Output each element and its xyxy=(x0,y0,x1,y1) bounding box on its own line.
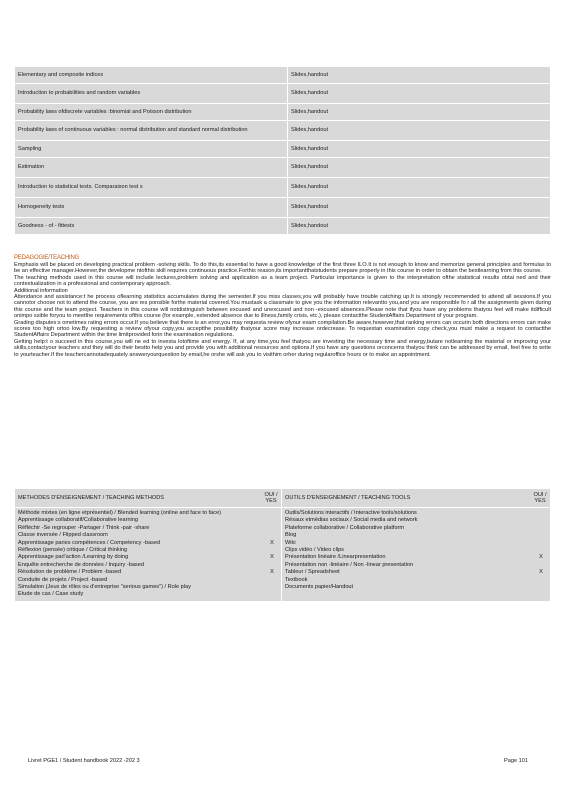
topic-row xyxy=(15,67,551,84)
pedagogy-paragraph: The teaching methods used in this course will include lectures,problem solving and application as a team project. Particular importance is given to the interpretation ofthe statistical results obtai ned and their contextualization in a professional and contemporary approach. xyxy=(14,274,551,288)
method-item-label: Simulation (Jeux de rôles ou d'entreprise "serious games") / Role play xyxy=(18,583,191,590)
resource-cell: Slides,handout xyxy=(288,178,551,198)
method-item xyxy=(18,577,278,583)
method-item-yes-mark xyxy=(266,591,278,597)
pedagogy-paragraph: Emphasis will be placed on developing practical problem -solving skills. To do this,its essential to have a good knowledge of the first three ILO.It is not enough to know and memorize general principles and formulas to be an effective manager.However,the developme ntofthis skill requires continuous practice.Forthis reason,its importantthatstudents prepare properly in this course in order to obtain the bestlearning from this course. xyxy=(14,262,551,275)
tool-item xyxy=(285,525,547,531)
methods-tools-table xyxy=(14,488,551,602)
tool-item xyxy=(285,562,547,568)
topic-row xyxy=(15,198,551,218)
tool-item-yes-mark: X xyxy=(539,569,543,576)
tool-item-label: Textbook xyxy=(285,576,308,583)
topic-cell: Probability laws ofdiscrete variables :binomial and Poisson distribution xyxy=(15,104,288,121)
method-item-yes-mark: X xyxy=(270,569,274,576)
tool-item xyxy=(285,577,547,583)
topic-cell: Sampling xyxy=(15,141,288,158)
method-item xyxy=(18,532,278,538)
tool-item-label: Présentation non -linéaire / Non -linear presentation xyxy=(285,561,414,568)
tool-item-yes-mark: X xyxy=(539,554,543,561)
method-item-yes-mark xyxy=(266,562,278,568)
tool-item-yes-mark xyxy=(535,517,547,523)
tools-list xyxy=(282,508,551,602)
topic-cell: Homogeneity tests xyxy=(15,198,288,218)
method-item-yes-mark xyxy=(266,547,278,553)
tool-item-label: Documents papier/Handout xyxy=(285,583,354,590)
tool-item-yes-mark xyxy=(535,510,547,516)
tool-item xyxy=(285,540,547,546)
topic-row xyxy=(15,218,551,235)
method-item xyxy=(18,562,278,568)
method-item-label: Enquête entrecherche de données / Inquiry -based xyxy=(18,561,144,568)
tool-item xyxy=(285,510,547,516)
method-item-label: Apprentissage paries compétences / Competency -based xyxy=(18,539,161,546)
resource-cell: Slides,handout xyxy=(288,104,551,121)
method-item-label: Classe inversée / Flipped classroom xyxy=(18,532,108,539)
resource-cell: Slides,handout xyxy=(288,158,551,178)
method-item-yes-mark xyxy=(266,532,278,538)
tool-item-yes-mark xyxy=(535,540,547,546)
tool-item xyxy=(285,547,547,553)
tool-item-label: Présentation linéaire /Linearpresentation xyxy=(285,554,386,561)
pedagogy-paragraph: Getting help:t o succeed in this course,you will ne ed to investa lotoftime and energy. If, at any time,you feel thatyou are investing the necessary time and energy,butare notlearning the material or improving your skills,contactyour teachers and they will do their bestto help you and provide you with additional resources and options.If you have any questions orconcerns thatyou think can be addressed by email, feel free to write to yourteacher.If the teachercannotadequately answeryourquestion by email,he orshe will ask you to visithim orher during regularoffice hours or to make an appointment. xyxy=(14,338,551,358)
methods-header-cell xyxy=(15,489,282,508)
methods-yes-header: OUI / YES xyxy=(264,492,278,504)
method-item-label: Etude de cas / Case study xyxy=(18,591,84,598)
resource-cell: Slides,handout xyxy=(288,121,551,141)
method-item-yes-mark xyxy=(266,510,278,516)
pedagogy-paragraph: Additional information xyxy=(14,287,68,294)
method-item xyxy=(18,540,278,546)
pedagogy-paragraph: Grading disputes:s ometimes rating errors occur.If you believe that there is an error,you may requesta review ofyour exam compilation.Be aware,however,that ranking errors can occurin both directions errors can make scores too high ortoo low.By requesting a review ofyour copy,you acceptthe possibility thatyour score may increase ordecrease. To requestan examination copy check,you must make a request to contactthe StudentAffairs Department within the time limitprovided forin the examination regulations. xyxy=(14,319,551,339)
tool-item-label: Plateforme collaborative / Collaborative platform xyxy=(285,524,405,531)
resource-cell: Slides,handout xyxy=(288,218,551,235)
method-item-label: Réflexion (pensée) critique / Critical thinking xyxy=(18,546,128,553)
tool-item xyxy=(285,584,547,590)
method-item-yes-mark xyxy=(266,525,278,531)
tool-item-yes-mark xyxy=(535,547,547,553)
method-item xyxy=(18,510,278,516)
topic-row xyxy=(15,158,551,178)
tool-item-label: Tableur / Spreadsheet xyxy=(285,569,340,576)
resource-cell: Slides,handout xyxy=(288,84,551,104)
method-item-label: Réfléchir -Se regrouper -Partager / Think -pair -share xyxy=(18,524,150,531)
topic-cell: Elementary and composite indices xyxy=(15,67,288,84)
method-item-label: Apprentissage collaboratif/Collaborative learning xyxy=(18,517,139,524)
tool-item-label: Blog xyxy=(285,532,297,539)
method-item-yes-mark: X xyxy=(270,554,274,561)
tools-header-cell xyxy=(282,489,551,508)
resource-cell: Slides,handout xyxy=(288,198,551,218)
tool-item-yes-mark xyxy=(535,577,547,583)
methods-header: METHODES D'ENSEIGNEMENT / TEACHING METHODS xyxy=(18,495,165,501)
tool-item-label: Outils/Solutions interactifs / Interactive tools/solutions xyxy=(285,510,417,516)
tool-item-label: Wiki xyxy=(285,539,296,546)
method-item xyxy=(18,584,278,590)
method-item xyxy=(18,525,278,531)
method-item-label: Méthode mixtes (en ligne etprésentiel) / Blended learning (online and face to face) xyxy=(18,510,222,516)
tool-item-yes-mark xyxy=(535,562,547,568)
tool-item xyxy=(285,554,547,560)
pedagogy-paragraph: Attendance and assistance:t he process oflearning statistics accumulates during the semester.If you miss classes,you will probably have trouble catching up.It is strongly recommended to attend all sessions.If you cannotor choose not to attend the course, you are res ponsible forthe material covered.You mustask a classmate to give you the information relevantto you,and you are responsible fo r all the assignments given during this course and the team project. Teachers in this course will notdistinguish between excused and unexcused and non -excused absences.Please note that ifyou have any problems thatyou feel will make itdifficult onimpo ssible foryou to meetthe requirements ofthis course (for example, extended absence due to illness,family crisis, etc.), please contactthe StudentAffairs Department of your program. xyxy=(14,294,551,320)
footer-handbook: Livret PGE1 / Student handbook 2022 -202 3 xyxy=(28,758,140,764)
method-item xyxy=(18,547,278,553)
tool-item-label: Résaux etmédias sociaux / Social media and network xyxy=(285,517,418,524)
tool-item xyxy=(285,532,547,538)
topic-row xyxy=(15,104,551,121)
method-item-yes-mark: X xyxy=(270,539,274,546)
method-item xyxy=(18,591,278,597)
tool-item-yes-mark xyxy=(535,532,547,538)
method-item-label: Apprentissage parl'action /Learning by doing xyxy=(18,554,129,561)
tool-item xyxy=(285,569,547,575)
topic-cell: Introduction to probabilities and random variables xyxy=(15,84,288,104)
tool-item-label: Clips vidéo / Video clips xyxy=(285,546,344,553)
resource-cell: Slides,handout xyxy=(288,67,551,84)
method-item-label: Conduite de projets / Project -based xyxy=(18,576,108,583)
method-item-yes-mark xyxy=(266,577,278,583)
method-item-yes-mark xyxy=(266,584,278,590)
tool-item-yes-mark xyxy=(535,525,547,531)
topic-row xyxy=(15,84,551,104)
tool-item-yes-mark xyxy=(535,584,547,590)
tools-yes-header: OUI / YES xyxy=(533,492,547,504)
course-topics-table xyxy=(14,66,551,235)
resource-cell: Slides,handout xyxy=(288,141,551,158)
topic-row xyxy=(15,178,551,198)
topic-row xyxy=(15,141,551,158)
tool-item xyxy=(285,517,547,523)
method-item-label: Résolution de problème / Problem -based xyxy=(18,569,122,576)
footer-page-number: Page 101 xyxy=(504,758,528,764)
topic-row xyxy=(15,121,551,141)
pedagogy-title: PEDAGOGIE/TEACHING xyxy=(14,255,80,261)
method-item-yes-mark xyxy=(266,517,278,523)
topic-cell: Probability laws of continuous variables : normal distribution and standard normal distribution xyxy=(15,121,288,141)
methods-list xyxy=(15,508,282,602)
method-item xyxy=(18,554,278,560)
method-item xyxy=(18,517,278,523)
topic-cell: Introduction to statistical tests. Comparaison test s xyxy=(15,178,288,198)
topic-cell: Estimation xyxy=(15,158,288,178)
pedagogy-text xyxy=(14,262,551,358)
tools-header: OUTILS D'ENSEIGNEMENT / TEACHING TOOLS xyxy=(285,495,411,501)
topic-cell: Goodness - of - fittests xyxy=(15,218,288,235)
method-item xyxy=(18,569,278,575)
